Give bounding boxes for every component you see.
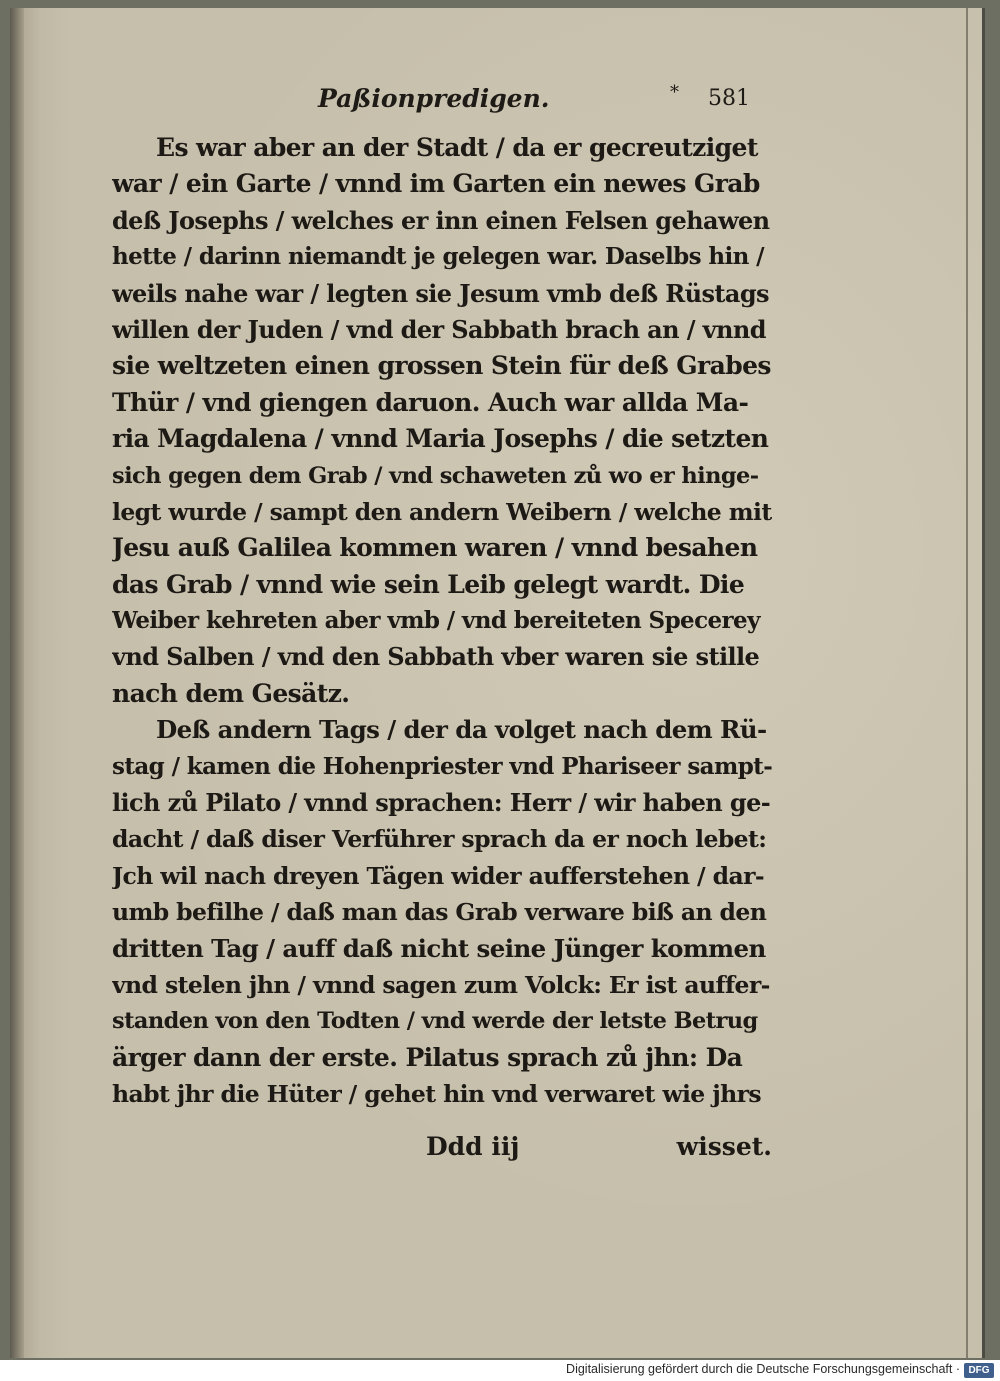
- text-line: Thür / vnd giengen daruon. Auch war allda Ma-: [112, 387, 749, 417]
- catchword: wisset.: [676, 1132, 772, 1161]
- page-edge: [966, 8, 968, 1358]
- text-line: sich gegen dem Grab / vnd schaweten zů wo er hinge-: [112, 462, 759, 489]
- signature-mark: Ddd iij: [426, 1132, 520, 1161]
- text-line: stag / kamen die Hohenpriester vnd Phariseer sampt-: [112, 752, 772, 780]
- credit-text: Digitalisierung gefördert durch die Deutsche Forschungsgemeinschaft ·: [566, 1362, 960, 1376]
- text-line: Jesu auß Galilea kommen waren / vnnd besahen: [112, 533, 758, 563]
- text-line: sie weltzeten einen grossen Stein für deß Grabes: [112, 351, 771, 381]
- body-text: [112, 130, 772, 1113]
- page-header: [318, 84, 778, 120]
- text-line: Deß andern Tags / der da volget nach dem Rü-: [156, 715, 767, 745]
- text-line: willen der Juden / vnd der Sabbath brach an / vnnd: [112, 314, 766, 344]
- text-line: vnd Salben / vnd den Sabbath vber waren sie stille: [112, 642, 760, 672]
- running-title: Paßionpredigen.: [318, 84, 550, 113]
- header-mark: *: [670, 82, 679, 103]
- text-line: legt wurde / sampt den andern Weibern / welche mit: [112, 497, 772, 526]
- dfg-logo: DFG: [964, 1363, 994, 1378]
- text-line: standen von den Todten / vnd werde der letste Betrug: [112, 1008, 758, 1035]
- text-line: dritten Tag / auff daß nicht seine Jünger kommen: [112, 933, 766, 963]
- text-line: ria Magdalena / vnnd Maria Josephs / die setzten: [112, 424, 769, 454]
- page-footer: [112, 1132, 772, 1168]
- text-line: das Grab / vnnd wie sein Leib gelegt wardt. Die: [112, 569, 745, 599]
- text-line: weils nahe war / legten sie Jesum vmb deß Rüstags: [112, 278, 769, 308]
- text-line: Jch wil nach dreyen Tägen wider aufferstehen / dar-: [112, 861, 765, 890]
- text-line: vnd stelen jhn / vnnd sagen zum Volck: Er ist auffer-: [112, 970, 770, 999]
- page-gutter: [10, 8, 24, 1358]
- text-line: deß Josephs / welches er inn einen Felsen gehawen: [112, 205, 770, 235]
- text-line: Weiber kehreten aber vmb / vnd bereiteten Specerey: [112, 607, 760, 635]
- text-line: ärger dann der erste. Pilatus sprach zů jhn: Da: [112, 1042, 743, 1072]
- text-line: hette / darinn niemandt je gelegen war. Daselbs hin /: [112, 243, 764, 271]
- page-number: 581: [708, 86, 750, 111]
- credit-bar: [0, 1360, 1000, 1381]
- text-line: Es war aber an der Stadt / da er gecreutziget: [156, 133, 758, 162]
- text-line: umb befilhe / daß man das Grab verware biß an den: [112, 898, 767, 927]
- text-line: war / ein Garte / vnnd im Garten ein newes Grab: [112, 169, 760, 199]
- text-line: lich zů Pilato / vnnd sprachen: Herr / wir haben ge-: [112, 788, 771, 818]
- text-line: dacht / daß diser Verführer sprach da er noch lebet:: [112, 825, 767, 854]
- text-line: nach dem Gesätz.: [112, 678, 350, 708]
- text-line: habt jhr die Hüter / gehet hin vnd verwaret wie jhrs: [112, 1080, 762, 1109]
